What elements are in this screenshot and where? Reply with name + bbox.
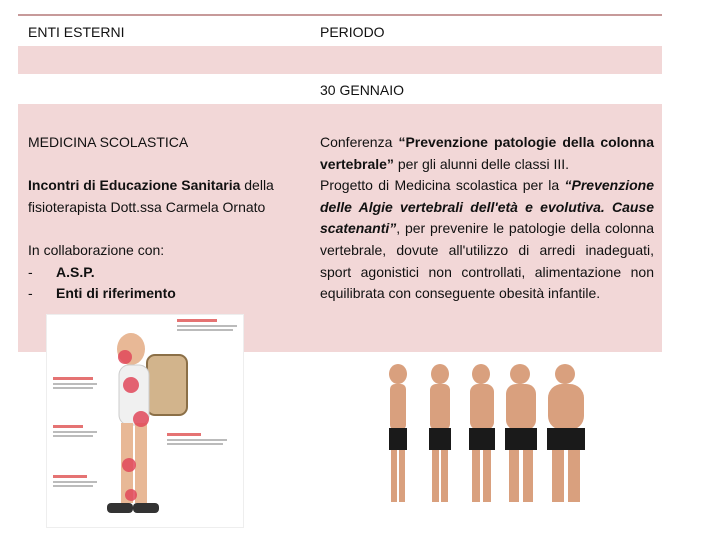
conference-title: “Prevenzione patologie della colonna vertebrale” [320, 134, 654, 172]
project-title: “Prevenzione delle Algie vertebrali dell'età e evolutiva. Cause scatenanti” [320, 177, 654, 237]
obesity-progression-image [376, 362, 594, 512]
child-backpack-posture-icon [47, 315, 243, 527]
education-bold: Incontri di Educazione Sanitaria [28, 177, 241, 194]
collab-list [28, 262, 318, 305]
posture-diagram-image [46, 314, 244, 528]
conference-paragraph: Conferenza “Prevenzione patologie della colonna vertebrale” per gli alunni delle classi III. [320, 134, 654, 172]
table-blank-row [18, 46, 662, 74]
collab-label: In collaborazione con: [28, 241, 165, 258]
table-header-row [18, 14, 662, 48]
collab-item: - A.S.P. [28, 263, 95, 280]
project-paragraph: Progetto di Medicina scolastica per la “Prevenzione delle Algie vertebrali dell'età e evolutiva. Cause scatenanti”, per prevenire le patologie della colonna vertebrale, dovute all'utilizzo di arredi inadeguati, sport agonistici non controllati, alimentazione non equilibrata con conseguente obesità infantile. [320, 177, 654, 302]
left-cell-content [28, 132, 318, 305]
education-text [28, 175, 318, 218]
table-date-row [18, 74, 662, 105]
medicina-scolastica-title: MEDICINA SCOLASTICA [28, 134, 189, 150]
header-enti-esterni: ENTI ESTERNI [28, 24, 125, 40]
education-rest: della fisioterapista Dott.ssa Carmela Ornato [28, 177, 274, 215]
child-weight-progression-icon [376, 362, 594, 512]
header-periodo: PERIODO [320, 24, 385, 40]
period-date: 30 GENNAIO [320, 82, 405, 98]
collab-item: - Enti di riferimento [28, 285, 176, 302]
right-cell-content [320, 132, 654, 305]
